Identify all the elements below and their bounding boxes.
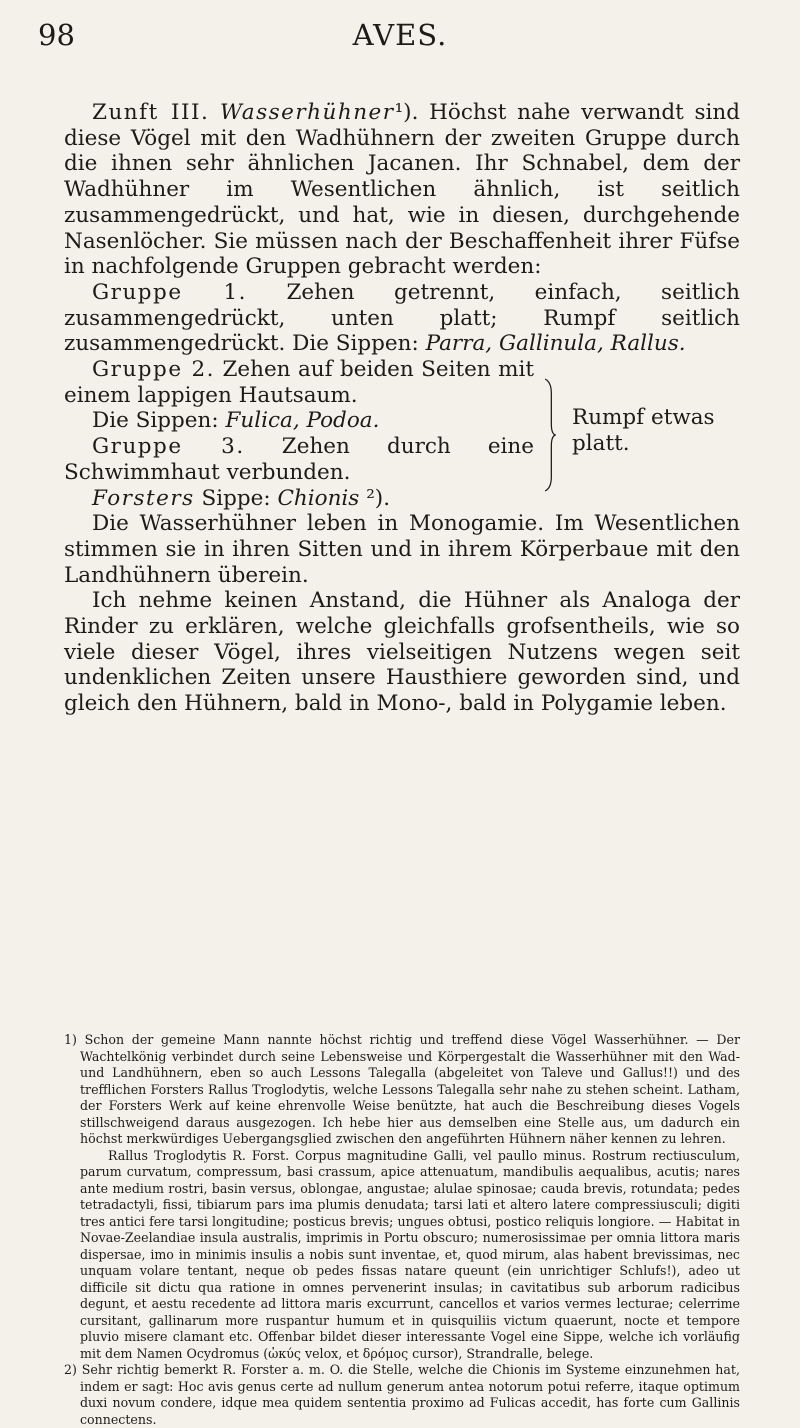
group-2-genera: Fulica, Podoa.: [225, 408, 380, 434]
curly-brace-icon: [542, 361, 556, 509]
running-title: AVES.: [352, 18, 448, 52]
brace-label: Rumpf etwas platt.: [572, 405, 715, 456]
group-3-text: Zehen durch eine Schwimmhaut verbunden.: [64, 434, 534, 485]
zunft-name: Wasserhühner: [220, 100, 395, 125]
footnote-ref-2: ²).: [366, 485, 391, 511]
group-2-text: Zehen auf beiden Seiten mit einem lappigen Hautsaum.: [64, 357, 534, 408]
group-2-genera-line: [64, 408, 534, 434]
group-2-paragraph: [64, 357, 534, 408]
brace-block: [64, 357, 740, 511]
group-1-text: Zehen getrennt, einfach, seitlich zusammengedrückt, unten platt; Rumpf seitlich zusammengedrückt. Die Sippen:: [64, 279, 740, 357]
page-number: 98: [38, 18, 75, 52]
group-1-paragraph: [64, 280, 740, 357]
page-header: [0, 8, 800, 58]
intro-text: ¹). Höchst nahe verwandt sind diese Vögel mit den Wadhühnern der zweiten Gruppe durch die ihnen sehr ähnlichen Jacanen. Ihr Schnabel, dem der Wadhühner im Wesentlichen ähnlich, ist seitlich zusammengedrückt, und hat, wie in diesen, durchgehende Nasenlöcher. Sie müssen nach der Beschaffenheit ihrer Füfse in nachfolgende Gruppen gebracht werden:: [64, 100, 740, 280]
group-1-label: Gruppe 1.: [92, 279, 247, 305]
analogy-paragraph: Ich nehme keinen Anstand, die Hühner als Analoga der Rinder zu erklären, welche gleichfalls grofsentheils, wie so viele dieser Vögel, ihres vielseitigen Nutzens wegen seit undenklichen Zeiten unsere Hausthiere geworden sind, und gleich den Hühnern, bald in Mono-, bald in Polygamie leben.: [64, 588, 740, 717]
footnote-2: 2) Sehr richtig bemerkt R. Forster a. m. O. die Stelle, welche die Chionis im Systeme einzunehmen hat, indem er sagt: Hoc avis genus certe ad nullum generum antea notorum potui referre, itaque optimum duxi novum condere, idque mea quidem sententia proximo ad Fulicas accedit, has forte cum Gallinis connectens.: [64, 1362, 740, 1427]
monogamy-paragraph: Die Wasserhühner leben in Monogamie. Im Wesentlichen stimmen sie in ihren Sitten und in ihrem Körperbaue mit den Landhühnern überein.: [64, 511, 740, 588]
group-1-genera: Parra, Gallinula, Rallus.: [425, 331, 686, 357]
footnote-1-latin: Rallus Troglodytis R. Forst. Corpus magnitudine Galli, vel paullo minus. Rostrum rectiusculum, parum curvatum, compressum, basi crassum, apice attenuatum, mandibulis aequalibus, acutis; nares ante medium rostri, basin versus, oblongae, angustae; alulae spinosae; cauda brevis, rotundata; pedes tetradactyli, fissi, tibiarum pars ima plumis denudata; tarsi lati et altero latere compressiusculi; digiti tres antici fere tarsi longitudine; posticus brevis; ungues obtusi, postico reliquis longiore. — Habitat in Novae-Zeelandiae insula australis, imprimis in Portu obscuro; numerosissimae per omnia littora maris dispersae, imo in minimis insulis a nobis sunt inventae, et, quod mirum, alas habent brevissimas, nec unquam volare tentant, neque ob pedes fissas natare queunt (ein unrichtiger Schlufs!), adeo ut difficile sit dictu qua ratione in omnes pervenerint insulas; in cavitatibus sub arborum radicibus degunt, et aestu recedente ad littora maris excurrunt, cancellos et varios vermes lecturae; celerrime cursitant, gallinarum more ruspantur humum et in quisquiliis victum quaerunt, nocte et tempore pluvio misere clamant etc. Offenbar bildet dieser interessante Vogel eine Sippe, welche ich vorläufig mit dem Namen Ocydromus (ὠκύς velox, et δρόμος cursor), Strandralle, belege.: [80, 1147, 740, 1361]
brace-left-column: [64, 357, 534, 511]
forster-name: Forsters: [92, 485, 195, 511]
footnotes: [64, 1032, 740, 1428]
zunft-label: Zunft III.: [92, 100, 210, 125]
footnote-1: 1) Schon der gemeine Mann nannte höchst richtig und treffend diese Vögel Wasserhühner. — Der Wachtelkönig verbindet durch seine Lebensweise und Körpergestalt die Wasserhühner mit den Wad- und Landhühnern, eben so auch Lessons Talegalla (abgeleitet von Taleve und Gallus!!) und des trefflichen Forsters Rallus Troglodytis, welche Lessons Talegalla sehr nahe zu stehen scheint. Latham, der Forsters Werk auf keine ehrenvolle Weise benützte, hat auch die Beschreibung dieses Vogels stillschweigend daraus ausgezogen. Ich hebe hier aus demselben eine Stelle aus, um dadurch ein höchst merkwürdiges Uebergangsglied zwischen den angeführten Hühnern näher kennen zu lehren.: [64, 1032, 740, 1146]
group-2-genera-label: Die Sippen:: [92, 408, 219, 434]
group-2-label: Gruppe 2.: [92, 357, 215, 383]
group-3-paragraph: [64, 434, 534, 485]
main-text: [64, 100, 740, 717]
chionis-genus: Chionis: [277, 485, 360, 511]
group-3-genus-line: [64, 486, 534, 512]
group-3-label: Gruppe 3.: [92, 434, 245, 460]
sippe-label: Sippe:: [201, 485, 271, 511]
intro-paragraph: [64, 100, 740, 280]
